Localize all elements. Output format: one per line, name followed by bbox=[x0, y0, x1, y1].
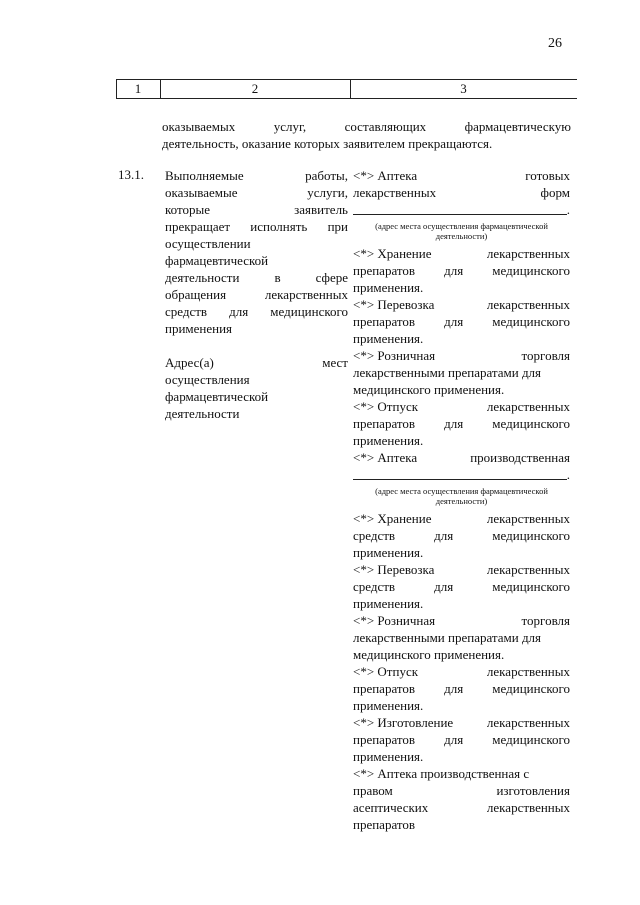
word: правом bbox=[353, 783, 393, 798]
word: <*> Перевозка bbox=[353, 297, 435, 312]
text-line bbox=[353, 731, 570, 748]
text-line bbox=[165, 252, 348, 269]
activity-item bbox=[353, 347, 570, 398]
activity-item bbox=[353, 663, 570, 714]
word: <*> Хранение bbox=[353, 511, 432, 526]
blank-underline bbox=[353, 201, 567, 215]
word: осуществления bbox=[165, 372, 250, 387]
text-line bbox=[353, 629, 570, 646]
word: в bbox=[274, 270, 281, 285]
word: медицинского bbox=[492, 416, 570, 431]
word: средств bbox=[353, 579, 396, 594]
word: заявитель bbox=[294, 202, 348, 217]
word: асептических bbox=[353, 800, 429, 815]
pharmacy-block bbox=[353, 167, 570, 245]
word: Выполняемые bbox=[165, 168, 244, 183]
word: средств bbox=[353, 528, 396, 543]
text-line bbox=[165, 286, 348, 303]
text-line bbox=[353, 245, 570, 262]
text-line bbox=[165, 303, 348, 320]
word: препаратов bbox=[353, 416, 416, 431]
word: сфере bbox=[315, 270, 348, 285]
word: фармацевтической bbox=[165, 389, 269, 404]
word: составляющих bbox=[344, 119, 427, 134]
text-line bbox=[353, 167, 570, 184]
text-line bbox=[353, 816, 570, 833]
word: лекарственных bbox=[353, 185, 437, 200]
word: лекарственных bbox=[486, 715, 570, 730]
word: лекарственных bbox=[486, 511, 570, 526]
text-line bbox=[353, 748, 570, 765]
word: лекарственных bbox=[486, 246, 570, 261]
address-caption: (адрес места осуществления фармацевтической деятельности) bbox=[375, 486, 548, 506]
text-line bbox=[353, 279, 570, 296]
word: исполнять bbox=[250, 219, 308, 234]
word: лекарственных bbox=[486, 399, 570, 414]
activity-item bbox=[353, 765, 570, 833]
activities-cell bbox=[353, 167, 570, 833]
text-line bbox=[353, 347, 570, 364]
word: лекарственных bbox=[486, 664, 570, 679]
word: медицинского bbox=[492, 579, 570, 594]
word: Адрес(а) bbox=[165, 355, 214, 370]
word: работы, bbox=[305, 168, 348, 183]
text-line bbox=[353, 330, 570, 347]
word: медицинского bbox=[270, 304, 348, 319]
text-line bbox=[353, 432, 570, 449]
text-line bbox=[353, 714, 570, 731]
word: применения. bbox=[353, 280, 424, 295]
text-line bbox=[165, 371, 348, 388]
word: изготовления bbox=[496, 783, 570, 798]
continuation-line bbox=[162, 118, 571, 135]
text-line bbox=[353, 364, 570, 381]
text-line bbox=[353, 313, 570, 330]
row-number: 13.1. bbox=[118, 167, 144, 182]
text-line bbox=[165, 218, 348, 235]
text-line bbox=[353, 612, 570, 629]
word: лекарственными препаратами для bbox=[353, 365, 542, 380]
text-line bbox=[165, 388, 348, 405]
word: лекарственных bbox=[486, 800, 570, 815]
table-header-col3: 3 bbox=[460, 81, 467, 96]
text-line bbox=[353, 680, 570, 697]
word: лекарственных bbox=[486, 297, 570, 312]
text-line bbox=[165, 405, 348, 422]
text-line bbox=[353, 296, 570, 313]
word: фармацевтическую bbox=[464, 119, 571, 134]
word: <*> Аптека bbox=[353, 450, 418, 465]
word: <*> Аптека bbox=[353, 168, 418, 183]
text-line bbox=[353, 663, 570, 680]
activity-item bbox=[353, 714, 570, 765]
address-blank bbox=[353, 201, 570, 218]
blank-underline bbox=[353, 466, 567, 480]
word: для bbox=[444, 416, 464, 431]
text-line bbox=[353, 398, 570, 415]
text-line bbox=[165, 184, 348, 201]
activity-item bbox=[353, 510, 570, 561]
word: применения. bbox=[353, 545, 424, 560]
word: <*> Хранение bbox=[353, 246, 432, 261]
word: оказываемые bbox=[165, 185, 238, 200]
word: <*> Аптека производственная с bbox=[353, 766, 530, 781]
text-line bbox=[353, 415, 570, 432]
word: медицинского применения. bbox=[353, 382, 505, 397]
text-line bbox=[353, 510, 570, 527]
text-line bbox=[353, 697, 570, 714]
word: для bbox=[444, 314, 464, 329]
word: для bbox=[434, 528, 454, 543]
word: медицинского bbox=[492, 732, 570, 747]
text-line bbox=[353, 578, 570, 595]
text-line bbox=[353, 527, 570, 544]
word: готовых bbox=[525, 168, 570, 183]
text-line bbox=[353, 544, 570, 561]
page-number: 26 bbox=[548, 36, 562, 51]
text-line bbox=[165, 269, 348, 286]
table-header-col1: 1 bbox=[134, 81, 142, 96]
word: <*> Перевозка bbox=[353, 562, 435, 577]
word: средств bbox=[165, 304, 208, 319]
word: форм bbox=[540, 185, 570, 200]
word: фармацевтической bbox=[165, 253, 269, 268]
text-line bbox=[165, 235, 348, 252]
word: <*> Отпуск bbox=[353, 664, 419, 679]
word: медицинского bbox=[492, 528, 570, 543]
word: для bbox=[444, 732, 464, 747]
blank-end: . bbox=[566, 202, 570, 217]
text-line bbox=[353, 449, 570, 466]
word: препаратов bbox=[353, 817, 416, 832]
text-line bbox=[353, 595, 570, 612]
activity-item bbox=[353, 398, 570, 449]
word: при bbox=[327, 219, 348, 234]
activity-item bbox=[353, 612, 570, 663]
word: <*> Розничная bbox=[353, 348, 436, 363]
continuation-line: деятельность, оказание которых заявителем прекращаются. bbox=[162, 136, 493, 151]
word: препаратов bbox=[353, 263, 416, 278]
blank-end: . bbox=[566, 467, 570, 482]
text-line bbox=[165, 320, 348, 337]
text-line bbox=[353, 646, 570, 663]
word: медицинского применения. bbox=[353, 647, 505, 662]
text-line bbox=[165, 354, 348, 371]
pharmacy-block bbox=[353, 449, 570, 510]
address-blank bbox=[353, 466, 570, 483]
word: медицинского bbox=[492, 263, 570, 278]
text-line bbox=[353, 765, 570, 782]
address-label-cell bbox=[165, 354, 348, 422]
word: услуг, bbox=[273, 119, 307, 134]
text-line bbox=[165, 167, 348, 184]
word: производственная bbox=[470, 450, 570, 465]
word: применения bbox=[165, 321, 233, 336]
word: услуги, bbox=[307, 185, 348, 200]
address-caption: (адрес места осуществления фармацевтической деятельности) bbox=[375, 221, 548, 241]
text-line bbox=[353, 262, 570, 279]
word: применения. bbox=[353, 433, 424, 448]
word: деятельности bbox=[165, 270, 240, 285]
word: применения. bbox=[353, 698, 424, 713]
table-header-top-rule bbox=[116, 79, 577, 80]
works-description-cell bbox=[165, 167, 348, 337]
word: применения. bbox=[353, 331, 424, 346]
word: лекарственных bbox=[486, 562, 570, 577]
word: медицинского bbox=[492, 314, 570, 329]
text-line bbox=[353, 184, 570, 201]
word: торговля bbox=[521, 613, 570, 628]
word: для bbox=[444, 681, 464, 696]
table-header-col2: 2 bbox=[251, 81, 259, 96]
word: применения. bbox=[353, 596, 424, 611]
word: мест bbox=[322, 355, 348, 370]
word: осуществлении bbox=[165, 236, 251, 251]
text-line bbox=[353, 381, 570, 398]
word: лекарственными препаратами для bbox=[353, 630, 542, 645]
word: лекарственных bbox=[264, 287, 348, 302]
text-line bbox=[165, 201, 348, 218]
table-header-bottom-rule bbox=[116, 98, 577, 99]
word: для bbox=[434, 579, 454, 594]
word: для bbox=[229, 304, 249, 319]
text-line bbox=[353, 782, 570, 799]
word: препаратов bbox=[353, 681, 416, 696]
activity-item bbox=[353, 561, 570, 612]
activity-item bbox=[353, 245, 570, 296]
word: оказываемых bbox=[162, 119, 236, 134]
word: которые bbox=[165, 202, 210, 217]
word: медицинского bbox=[492, 681, 570, 696]
word: применения. bbox=[353, 749, 424, 764]
word: <*> Отпуск bbox=[353, 399, 419, 414]
word: для bbox=[444, 263, 464, 278]
word: препаратов bbox=[353, 314, 416, 329]
word: прекращает bbox=[165, 219, 231, 234]
text-line bbox=[353, 561, 570, 578]
word: торговля bbox=[521, 348, 570, 363]
word: <*> Изготовление bbox=[353, 715, 454, 730]
word: препаратов bbox=[353, 732, 416, 747]
word: обращения bbox=[165, 287, 227, 302]
activity-item bbox=[353, 296, 570, 347]
text-line bbox=[353, 799, 570, 816]
word: <*> Розничная bbox=[353, 613, 436, 628]
word: деятельности bbox=[165, 406, 240, 421]
